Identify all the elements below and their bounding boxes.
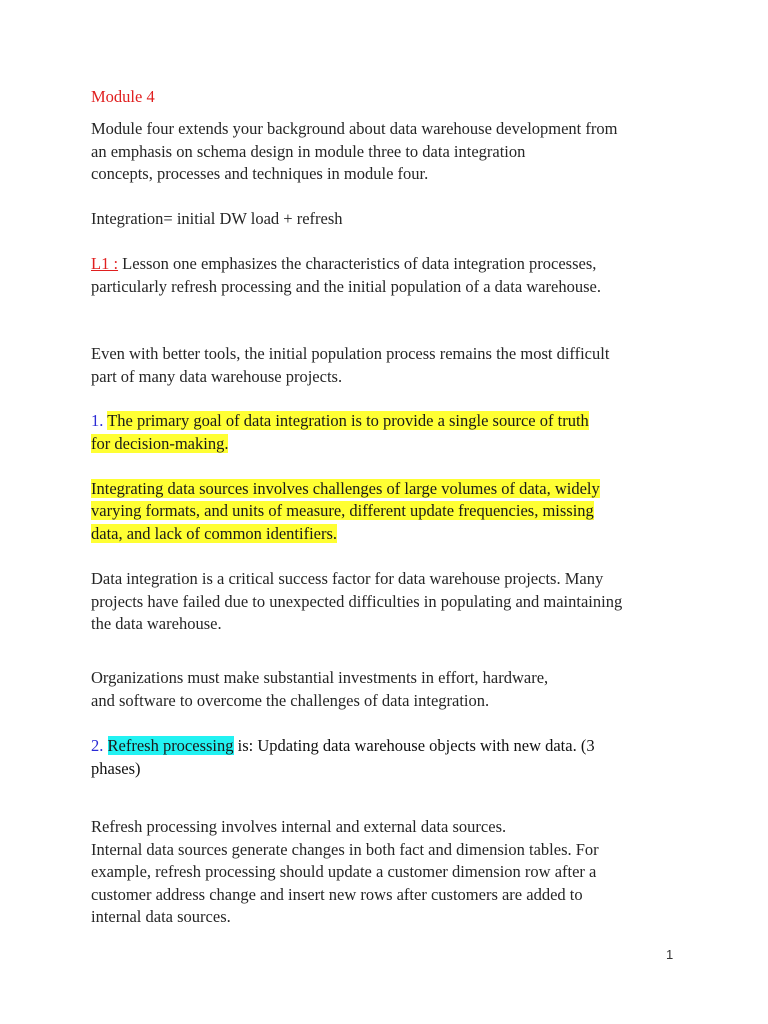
point-2-number: 2. xyxy=(91,736,104,755)
lesson-line-2: particularly refresh processing and the initial population of a data warehouse. xyxy=(91,277,601,296)
page-number: 1 xyxy=(666,947,674,962)
point-1-line-2 xyxy=(91,433,228,455)
lesson-label: L1 : xyxy=(91,254,119,273)
challenges-highlight-1: Integrating data sources involves challenges of large volumes of data, widely xyxy=(91,479,600,498)
module-heading: Module 4 xyxy=(91,87,155,106)
point-1-highlight-2: for decision-making. xyxy=(91,434,229,453)
challenges-line-1 xyxy=(91,478,600,500)
refresh-line-3: example, refresh processing should update a customer dimension row after a xyxy=(91,862,597,881)
tools-line-1: Even with better tools, the initial population process remains the most difficult xyxy=(91,344,610,363)
refresh-processing-term: Refresh processing xyxy=(107,736,234,755)
intro-line-3: concepts, processes and techniques in module four. xyxy=(91,164,429,183)
success-line-3: the data warehouse. xyxy=(91,614,222,633)
refresh-line-5: internal data sources. xyxy=(91,907,231,926)
point-2-line-1 xyxy=(91,735,595,757)
point-2-definition: is: Updating data warehouse objects with new data. (3 xyxy=(233,736,595,755)
success-line-2: projects have failed due to unexpected difficulties in populating and maintaining xyxy=(91,592,623,611)
challenges-line-3 xyxy=(91,523,337,545)
investments-line-1: Organizations must make substantial investments in effort, hardware, xyxy=(91,668,549,687)
challenges-highlight-2: varying formats, and units of measure, different update frequencies, missing xyxy=(91,501,594,520)
point-1-number: 1. xyxy=(91,411,104,430)
intro-line-1: Module four extends your background about data warehouse development from xyxy=(91,119,618,138)
point-2-line-2: phases) xyxy=(91,759,141,778)
lesson-line-1 xyxy=(91,253,596,275)
point-1-highlight-1: The primary goal of data integration is to provide a single source of truth xyxy=(107,411,589,430)
challenges-line-2 xyxy=(91,500,594,522)
refresh-line-1: Refresh processing involves internal and external data sources. xyxy=(91,817,507,836)
success-line-1: Data integration is a critical success factor for data warehouse projects. Many xyxy=(91,569,604,588)
challenges-highlight-3: data, and lack of common identifiers. xyxy=(91,524,338,543)
intro-line-2: an emphasis on schema design in module three to data integration xyxy=(91,142,526,161)
refresh-line-2: Internal data sources generate changes in both fact and dimension tables. For xyxy=(91,840,599,859)
investments-line-2: and software to overcome the challenges of data integration. xyxy=(91,691,490,710)
tools-line-2: part of many data warehouse projects. xyxy=(91,367,343,386)
refresh-line-4: customer address change and insert new rows after customers are added to xyxy=(91,885,583,904)
point-1-line-1 xyxy=(91,410,589,432)
integration-formula: Integration= initial DW load + refresh xyxy=(91,209,343,228)
lesson-text-1: Lesson one emphasizes the characteristics of data integration processes, xyxy=(122,254,597,273)
